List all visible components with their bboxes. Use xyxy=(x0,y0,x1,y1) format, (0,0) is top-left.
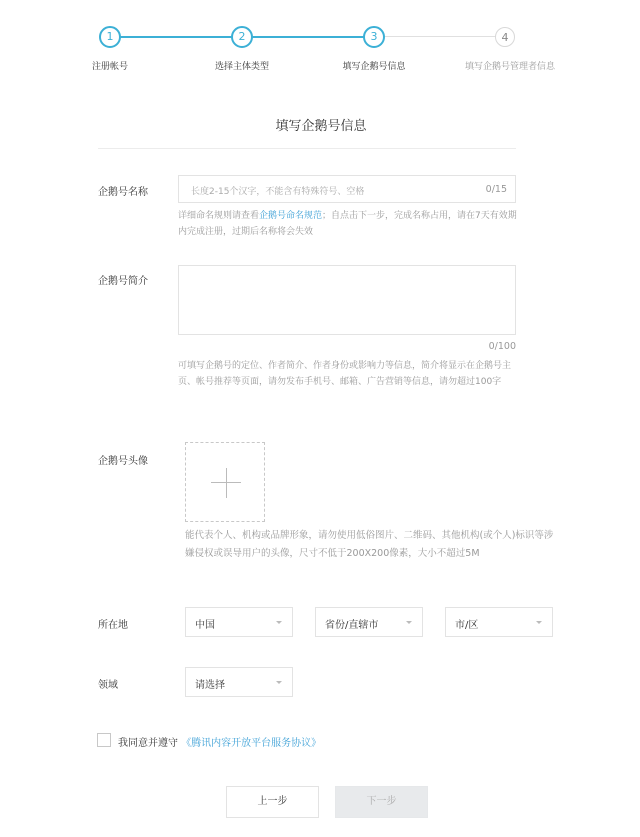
field-select[interactable] xyxy=(185,667,293,697)
step-line-1-2 xyxy=(120,36,232,38)
name-input[interactable] xyxy=(178,175,516,203)
avatar-hint: 能代表个人、机构或品牌形象，请勿使用低俗图片、二维码、其他机构(或个人)标识等涉嫌侵权或误导用户的头像，尺寸不低于200X200像素，大小不超过5M xyxy=(185,530,554,559)
step-3-label: 填写企鹅号信息 xyxy=(342,62,406,72)
name-hint-before: 详细命名规则请查看 xyxy=(178,211,260,221)
divider xyxy=(98,148,516,149)
intro-textarea[interactable] xyxy=(178,265,516,335)
province-select[interactable] xyxy=(315,607,423,637)
agreement-label: 我同意并遵守 xyxy=(118,738,178,749)
step-3-circle: 3 xyxy=(363,26,385,48)
location-label: 所在地 xyxy=(98,620,128,631)
step-4-label: 填写企鹅号管理者信息 xyxy=(464,62,556,72)
avatar-label: 企鹅号头像 xyxy=(98,456,148,467)
name-hint xyxy=(178,208,518,240)
naming-rules-link[interactable]: 企鹅号命名规范 xyxy=(259,211,323,221)
agreement-text xyxy=(118,734,321,749)
name-label: 企鹅号名称 xyxy=(98,187,148,198)
avatar-upload-button[interactable] xyxy=(185,442,265,522)
city-value: 市/区 xyxy=(455,620,479,631)
country-value: 中国 xyxy=(195,620,215,631)
intro-counter: 0/100 xyxy=(488,341,516,352)
chevron-down-icon xyxy=(276,681,282,684)
intro-label: 企鹅号简介 xyxy=(98,276,148,287)
country-select[interactable] xyxy=(185,607,293,637)
province-value: 省份/直辖市 xyxy=(325,620,379,631)
field-value: 请选择 xyxy=(195,680,225,691)
step-4-circle: 4 xyxy=(495,27,515,47)
step-line-2-3 xyxy=(252,36,364,38)
chevron-down-icon xyxy=(276,621,282,624)
step-1-circle: 1 xyxy=(99,26,121,48)
step-1-label: 注册帐号 xyxy=(91,62,129,72)
service-agreement-link[interactable]: 《腾讯内容开放平台服务协议》 xyxy=(181,738,322,749)
intro-hint: 可填写企鹅号的定位、作者简介、作者身份或影响力等信息，简介将显示在企鹅号主页、帐号推荐等页面，请勿发布手机号、邮箱、广告营销等信息，请勿超过100字 xyxy=(178,361,512,387)
chevron-down-icon xyxy=(406,621,412,624)
page-title: 填写企鹅号信息 xyxy=(275,119,367,134)
next-step-button[interactable]: 下一步 xyxy=(335,786,428,818)
step-2-circle: 2 xyxy=(231,26,253,48)
step-line-3-4 xyxy=(384,36,496,37)
prev-step-button[interactable]: 上一步 xyxy=(226,786,319,818)
step-2-label: 选择主体类型 xyxy=(214,62,270,72)
name-hint-after: ；自点击下一步，完成名称占用，请在7天有效期内完成注册，过期后名称将会失效 xyxy=(178,211,517,237)
name-placeholder: 长度2-15个汉字，不能含有特殊符号、空格 xyxy=(191,187,365,197)
chevron-down-icon xyxy=(536,621,542,624)
city-select[interactable] xyxy=(445,607,553,637)
agreement-checkbox[interactable] xyxy=(97,733,111,747)
name-counter: 0/15 xyxy=(485,184,507,195)
field-label: 领域 xyxy=(98,680,118,691)
